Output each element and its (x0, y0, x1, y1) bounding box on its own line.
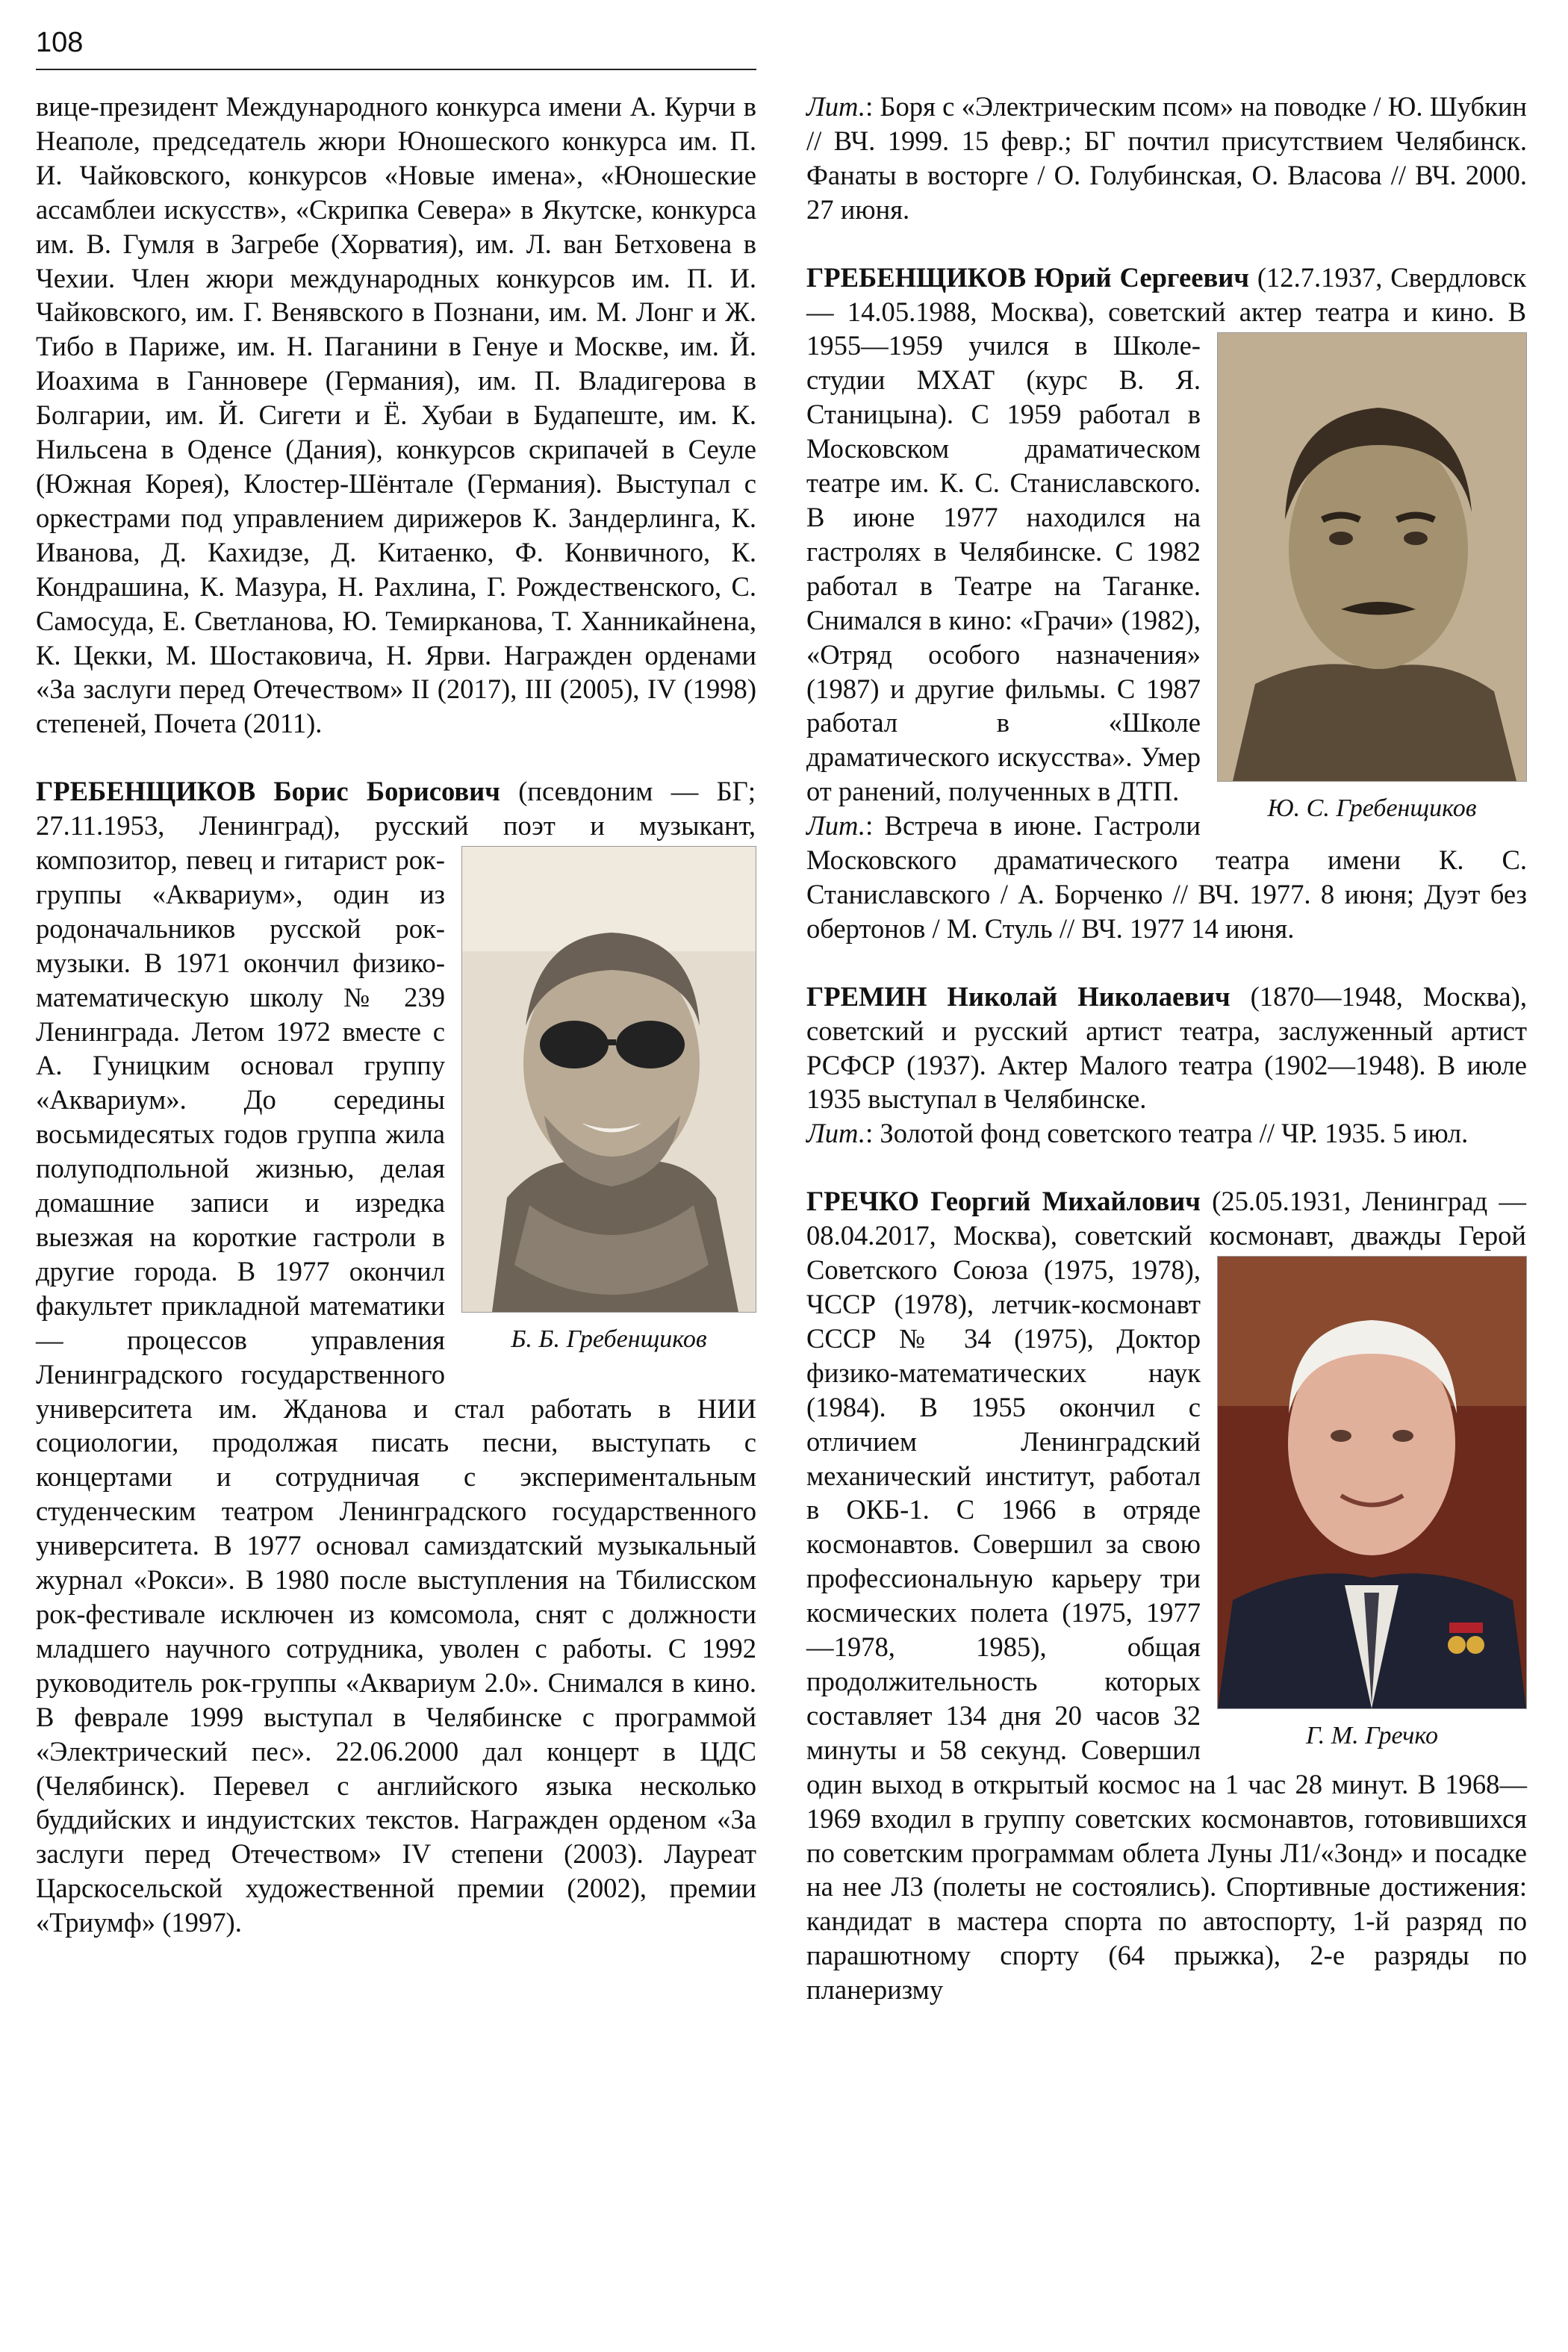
headword: ГРЕБЕНЩИКОВ Борис Борисович (36, 776, 500, 807)
figure-grebenshchikov-yuri (1217, 332, 1527, 825)
lit-text: : Золотой фонд советского театра // ЧР. 1935. 5 июл. (865, 1118, 1469, 1149)
header-rule (36, 69, 756, 70)
entry-grechko (806, 1184, 1527, 2007)
figure-grebenshchikov-boris (461, 846, 756, 1356)
figure-grechko (1217, 1256, 1527, 1752)
entry-grebenshchikov-boris (36, 774, 756, 1940)
lit-label: Лит. (806, 1118, 866, 1149)
photo-caption: Б. Б. Гребенщиков (511, 1325, 707, 1354)
headword: ГРЕМИН Николай Николаевич (806, 980, 1231, 1012)
photo-caption: Г. М. Гречко (1306, 1722, 1438, 1750)
entry-gremin (806, 980, 1527, 1151)
headword: ГРЕБЕНЩИКОВ Юрий Сергеевич (806, 261, 1249, 293)
lit-intro (806, 90, 1527, 227)
portrait-photo (1217, 332, 1527, 782)
entry-body-text: (псевдоним — БГ; 27.11.1953, Ленинград), русский поэт и музыкант, композитор, певец и гитарист рок-группы «Аквариум», один из родоначальников русской рок-музыки. В 1971 окончил физико-математическую школу № 239 Ленинграда. Летом 1972 вместе с А. Гуницким основал группу «Аквариум». До середины восьмидесятых годов группа жила полуподпольной жизнью, делая домашние записи и изредка выезжая на короткие гастроли в другие города. В 1977 окончил факультет прикладной математики — процессов управления Ленинградского государственного университета им. Жданова и стал работать в НИИ социологии, продолжая писать песни, выступать с концертами и сотрудничая с экспериментальным студенческим театром Ленинградского государственного университета. В 1977 основал самиздатский музыкальный журнал «Рокси». В 1980 после выступления на Тбилисском рок-фестивале исключен из комсомола, снят с должности младшего научного сотрудника, уволен с работы. С 1992 руководитель рок-группы «Аквариум 2.0». Снимался в кино. В феврале 1999 выступал в Челябинске с программой «Электрический пес». 22.06.2000 дал концерт в ЦДС (Челябинск). Перевел с английского языка несколько буддийских и индуистских текстов. Награжден орденом «За заслуги перед Отечеством» IV степени (2003). Лауреат Царскосельской художественной премии (2002), премии «Триумф» (1997). (36, 776, 756, 1938)
portrait-photo (461, 846, 756, 1313)
entry-body-text: (12.7.1937, Свердловск — 14.05.1988, Москва), советский актер театра и кино. В 1955—1959 учился в Школе-студии МХАТ (курс В. Я. Станицына). С 1959 работал в Московском драматическом театре им. К. С. Станиславского. В июне 1977 находился на гастролях в Челябинске. С 1982 работал в Театре на Таганке. Снимался в кино: «Грачи» (1982), «Отряд особого назначения» (1987) и другие фильмы. С 1987 работал в «Школе драматического искусства». Умер от ранений, полученных в ДТП. (806, 261, 1526, 807)
page-number: 108 (36, 27, 84, 58)
left-column (36, 90, 756, 1973)
entry-body-text: (25.05.1931, Ленинград — 08.04.2017, Москва), советский космонавт, дважды Герой Советского Союза (1975, 1978), ЧССР (1978), летчик-космонавт СССР № 34 (1975), Доктор физико-математических наук (1984). В 1955 окончил с отличием Ленинградский механический институт, работал в ОКБ-1. С 1966 в отряде космонавтов. Совершил за свою профессиональную карьеру три космических полета (1975, 1977—1978, 1985), общая продолжительность которых составляет 134 дня 20 часов 32 минуты и 58 секунд. Совершил один выход в открытый космос на 1 час 28 минут. В 1968—1969 входил в группу советских космонавтов, готовившихся по советским программам облета Луны Л1/«Зонд» и посадке на нее Л3 (полеты не состоялись). Спортивные достижения: кандидат в мастера спорта по автоспорту, 1-й разряд по парашютному спорту (64 прыжка), 2-е разряды по планеризму (806, 1186, 1527, 2006)
entry-body: (1870—1948, Москва), советский и русский артист театра, заслуженный артист РСФСР (1937). Актер Малого театра (1902—1948). В июле 1935 выступал в Челябинске. (806, 980, 1527, 1115)
portrait-photo (1217, 1256, 1527, 1709)
entry-lead (806, 980, 1527, 1117)
lit-text: : Встреча в июне. Гастроли Московского драматического театра имени К. С. Станиславского / А. Борченко // ВЧ. 1977. 8 июня; Дуэт без обертонов / М. Стуль // ВЧ. 1977 14 июня. (806, 810, 1527, 944)
figure-spacer (1526, 1184, 1527, 1253)
headword: ГРЕЧКО Георгий Михайлович (806, 1186, 1201, 1217)
figure-spacer (1526, 261, 1527, 329)
entry-grebenshchikov-yuri (806, 261, 1527, 946)
photo-caption: Ю. С. Гребенщиков (1267, 794, 1477, 822)
entry-lit (806, 1116, 1527, 1151)
continuation-text: вице-президент Международного конкурса имени А. Курчи в Неаполе, председатель жюри Юношеского конкурса им. П. И. Чайковского, конкурсов «Новые имена», «Юношеские ассамблеи искусств», «Скрипка Севера» в Якутске, конкурса им. В. Гумля в Загребе (Хорватия), им. Л. ван Бетховена в Чехии. Член жюри международных конкурсов им. П. И. Чайковского, им. Г. Венявского в Познани, им. М. Лонг и Ж. Тибо в Париже, им. Н. Паганини в Генуе и Москве, им. Й. Иоахима в Ганновере (Германия), им. П. Владигерова в Болгарии, им. Й. Сигети и Ё. Хубаи в Будапеште, им. К. Нильсена в Оденсе (Дания), конкурсов скрипачей в Сеуле (Южная Корея), Клостер-Шёнтале (Германия). Выступал с оркестрами под управлением дирижеров К. Зандерлинга, К. Иванова, Д. Кахидзе, Д. Китаенко, Ф. Конвичного, К. Кондрашина, К. Мазура, Н. Рахлина, Г. Рождественского, С. Самосуда, Е. Светланова, Ю. Темирканова, Т. Ханникайнена, К. Цекки, М. Шостаковича, Н. Ярви. Награжден орденами «За заслуги перед Отечеством» II (2017), III (2005), IV (1998) степеней, Почета (2011). (36, 91, 756, 739)
lit-label: Лит. (806, 810, 866, 841)
entry-lit (806, 809, 1527, 946)
lit-text: : Боря с «Электрическим псом» на поводке / Ю. Шубкин // ВЧ. 1999. 15 февр.; БГ почтил присутствием Челябинск. Фанаты в восторге / О. Голубинская, О. Власова // ВЧ. 2000. 27 июня. (806, 91, 1527, 225)
right-column (806, 90, 1527, 2041)
lit-label: Лит. (806, 91, 866, 122)
